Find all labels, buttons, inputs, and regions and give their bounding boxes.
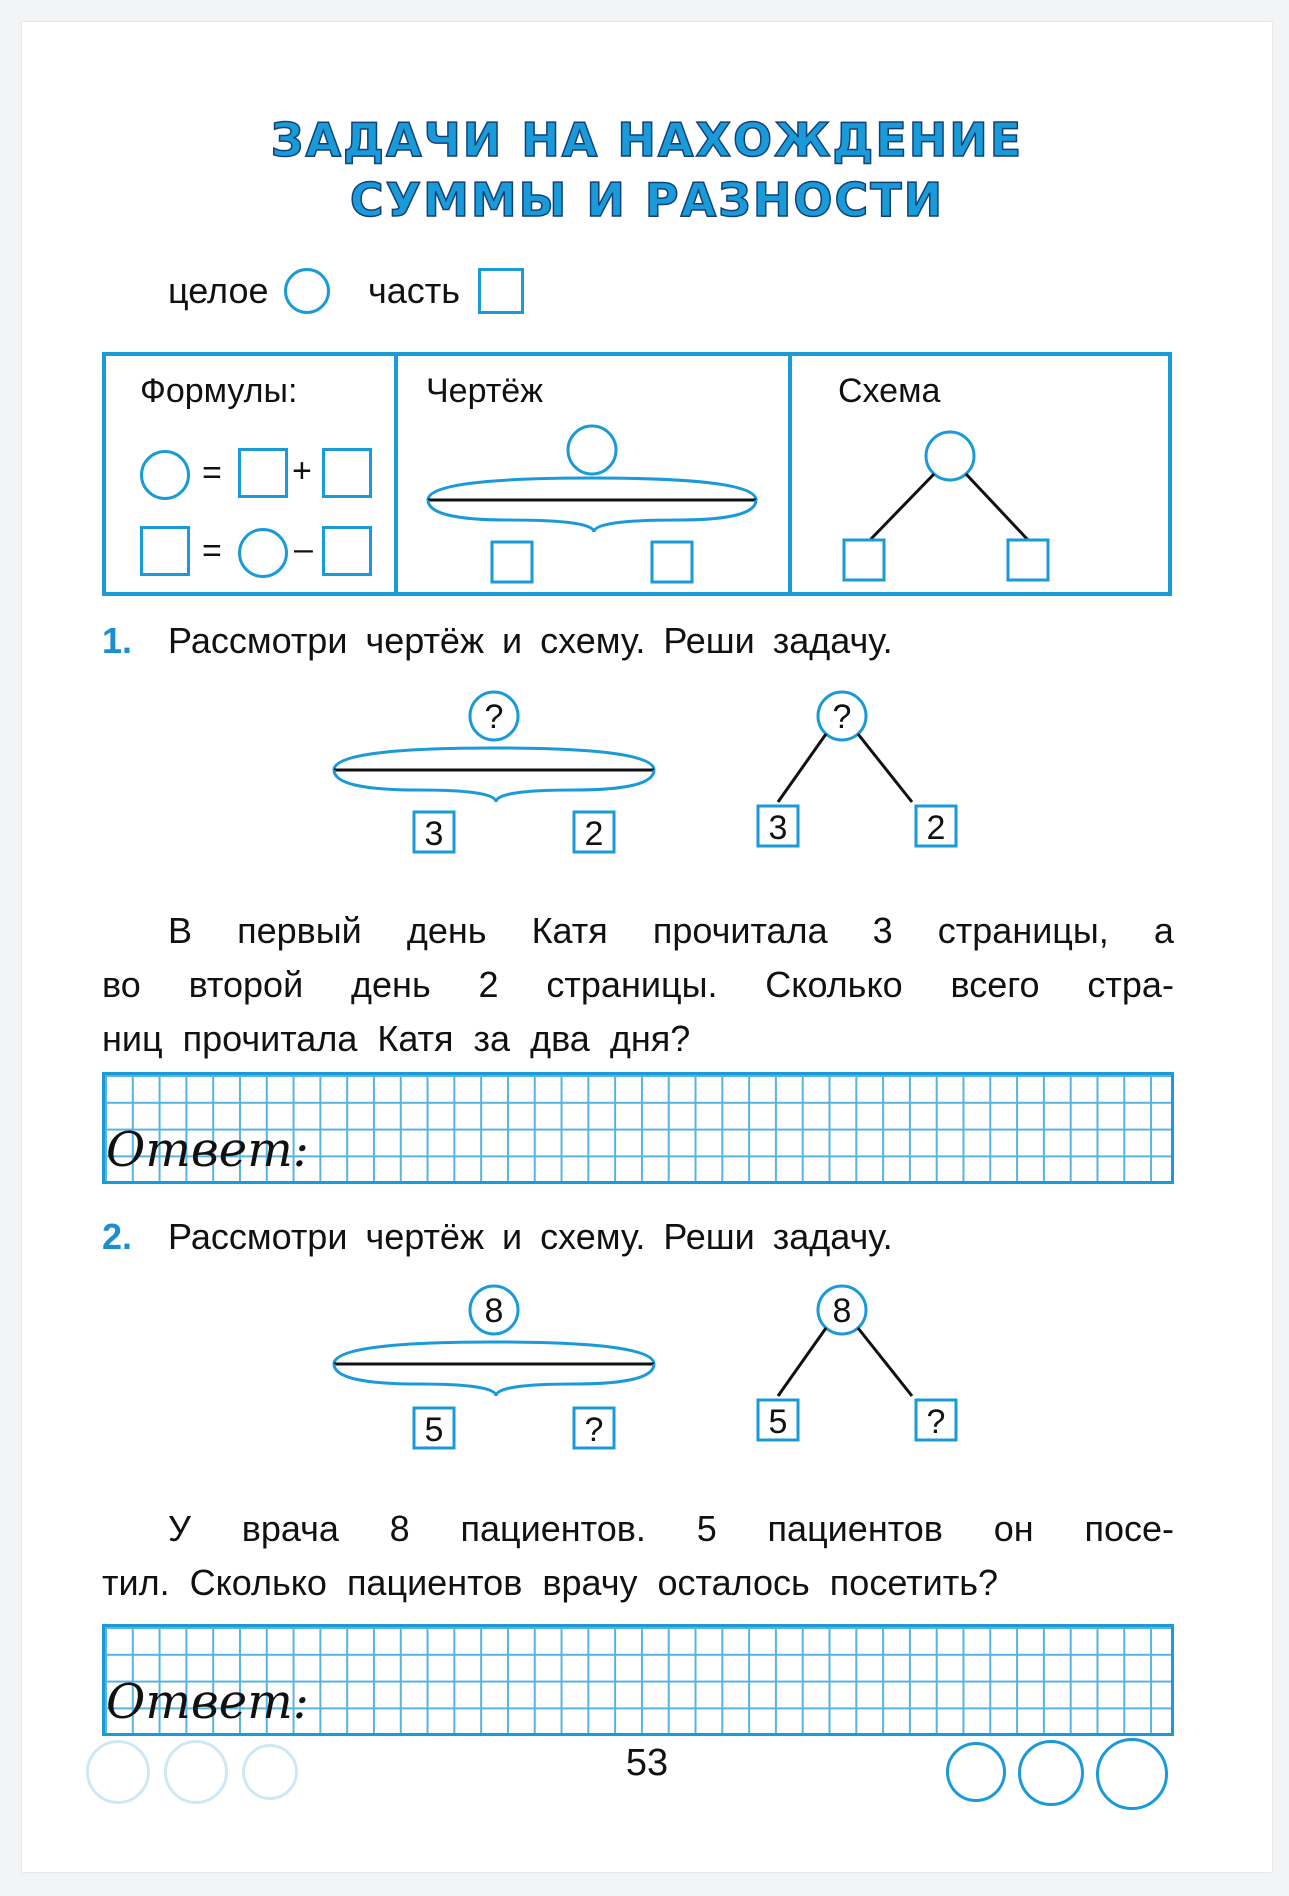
word: во bbox=[102, 964, 141, 1005]
word: посетить? bbox=[829, 1562, 999, 1603]
task2-problem-text bbox=[102, 1502, 1174, 1610]
formula2-part2-square bbox=[322, 526, 372, 576]
task2-drawing-whole: 8 bbox=[484, 1292, 504, 1330]
word: пациентов. bbox=[460, 1508, 646, 1549]
text-line bbox=[102, 1556, 1174, 1610]
word: тил. bbox=[102, 1562, 170, 1603]
text-line bbox=[102, 958, 1174, 1012]
generic-scheme bbox=[792, 416, 1172, 596]
formula1-equals: = bbox=[202, 454, 222, 492]
part-square-icon bbox=[478, 268, 524, 314]
task1-instruction: Рассмотри чертёж и схему. Реши задачу. bbox=[168, 620, 893, 661]
whole-circle-icon bbox=[284, 268, 330, 314]
word: он bbox=[993, 1508, 1034, 1549]
task1-number: 1. bbox=[102, 620, 133, 661]
page-title bbox=[22, 110, 1272, 230]
formula2-whole-circle bbox=[238, 528, 288, 578]
drawing-label: Чертёж bbox=[426, 372, 543, 410]
task2-drawing bbox=[326, 1276, 666, 1466]
title-line-1: ЗАДАЧИ НА НАХОЖДЕНИЕ bbox=[270, 113, 1024, 167]
self-assessment-circle[interactable] bbox=[946, 1742, 1006, 1802]
word: дня? bbox=[609, 1018, 691, 1059]
word: 8 bbox=[389, 1508, 410, 1549]
task1-scheme-part1: 3 bbox=[768, 809, 788, 847]
word: Сколько bbox=[189, 1562, 327, 1603]
task1-problem-text bbox=[102, 904, 1174, 1066]
word: день bbox=[351, 964, 431, 1005]
word: 2 bbox=[478, 964, 499, 1005]
self-assessment-circle[interactable] bbox=[1096, 1738, 1168, 1810]
task2-answer-label: Ответ: bbox=[106, 1674, 309, 1730]
word: У bbox=[168, 1508, 191, 1549]
word: врачу bbox=[542, 1562, 638, 1603]
task2-instruction: Рассмотри чертёж и схему. Реши задачу. bbox=[168, 1216, 893, 1257]
word: прочитала bbox=[182, 1018, 358, 1059]
word: пациентов bbox=[346, 1562, 523, 1603]
word: Катя bbox=[531, 910, 608, 951]
word: пациентов bbox=[767, 1508, 943, 1549]
task2-number: 2. bbox=[102, 1216, 133, 1257]
formula1-part2-square bbox=[322, 448, 372, 498]
faded-circle-icon bbox=[86, 1740, 150, 1804]
formula1-plus: + bbox=[292, 452, 312, 490]
word: врача bbox=[241, 1508, 339, 1549]
task2-scheme-whole: 8 bbox=[832, 1292, 852, 1330]
page-number: 53 bbox=[625, 1742, 669, 1784]
faded-circle-icon bbox=[164, 1740, 228, 1804]
workbook-page bbox=[22, 22, 1272, 1872]
word: день bbox=[406, 910, 487, 951]
task1-scheme bbox=[736, 682, 996, 872]
formula1-part1-square bbox=[238, 448, 288, 498]
word: второй bbox=[188, 964, 304, 1005]
formula2-part-square bbox=[140, 526, 190, 576]
formulas-table bbox=[102, 352, 1172, 596]
scheme-label: Схема bbox=[838, 372, 941, 410]
formula1-whole-circle bbox=[140, 450, 190, 500]
word: страницы, bbox=[937, 910, 1109, 951]
task1-drawing-part1: 3 bbox=[424, 815, 444, 853]
task2-scheme-part1: 5 bbox=[768, 1403, 788, 1441]
title-line-2: СУММЫ И РАЗНОСТИ bbox=[349, 173, 945, 227]
word: Сколько bbox=[765, 964, 903, 1005]
word: посе- bbox=[1084, 1508, 1174, 1549]
formulas-label: Формулы: bbox=[140, 372, 298, 410]
word: 5 bbox=[696, 1508, 717, 1549]
generic-drawing bbox=[398, 416, 786, 596]
word: В bbox=[168, 910, 193, 951]
text-line bbox=[102, 1502, 1174, 1556]
task1-drawing-part2: 2 bbox=[584, 815, 604, 853]
task2-scheme-part2: ? bbox=[926, 1403, 946, 1441]
faded-circle-icon bbox=[242, 1744, 298, 1800]
word: 3 bbox=[872, 910, 893, 951]
legend-whole-label: целое bbox=[168, 270, 269, 311]
word: страницы. bbox=[546, 964, 718, 1005]
word: первый bbox=[237, 910, 362, 951]
word: а bbox=[1153, 910, 1174, 951]
task2-drawing-part2: ? bbox=[584, 1411, 604, 1449]
legend-part-label: часть bbox=[368, 270, 461, 311]
self-assessment-circle[interactable] bbox=[1018, 1740, 1084, 1806]
word: за bbox=[473, 1018, 511, 1059]
task2-drawing-part1: 5 bbox=[424, 1411, 444, 1449]
word: прочитала bbox=[652, 910, 828, 951]
word: Катя bbox=[377, 1018, 454, 1059]
task1-drawing-whole: ? bbox=[484, 698, 504, 736]
word: стра- bbox=[1087, 964, 1174, 1005]
task1-answer-label: Ответ: bbox=[106, 1122, 309, 1178]
word: два bbox=[530, 1018, 590, 1059]
formula2-equals: = bbox=[202, 532, 222, 570]
task2-scheme bbox=[736, 1276, 996, 1466]
word: осталось bbox=[657, 1562, 810, 1603]
word: всего bbox=[950, 964, 1040, 1005]
word: ниц bbox=[102, 1018, 163, 1059]
task1-drawing bbox=[326, 682, 666, 872]
task1-scheme-whole: ? bbox=[832, 698, 852, 736]
formula2-minus: – bbox=[294, 530, 313, 568]
text-line bbox=[102, 904, 1174, 958]
task1-scheme-part2: 2 bbox=[926, 809, 946, 847]
text-line bbox=[102, 1012, 1174, 1066]
